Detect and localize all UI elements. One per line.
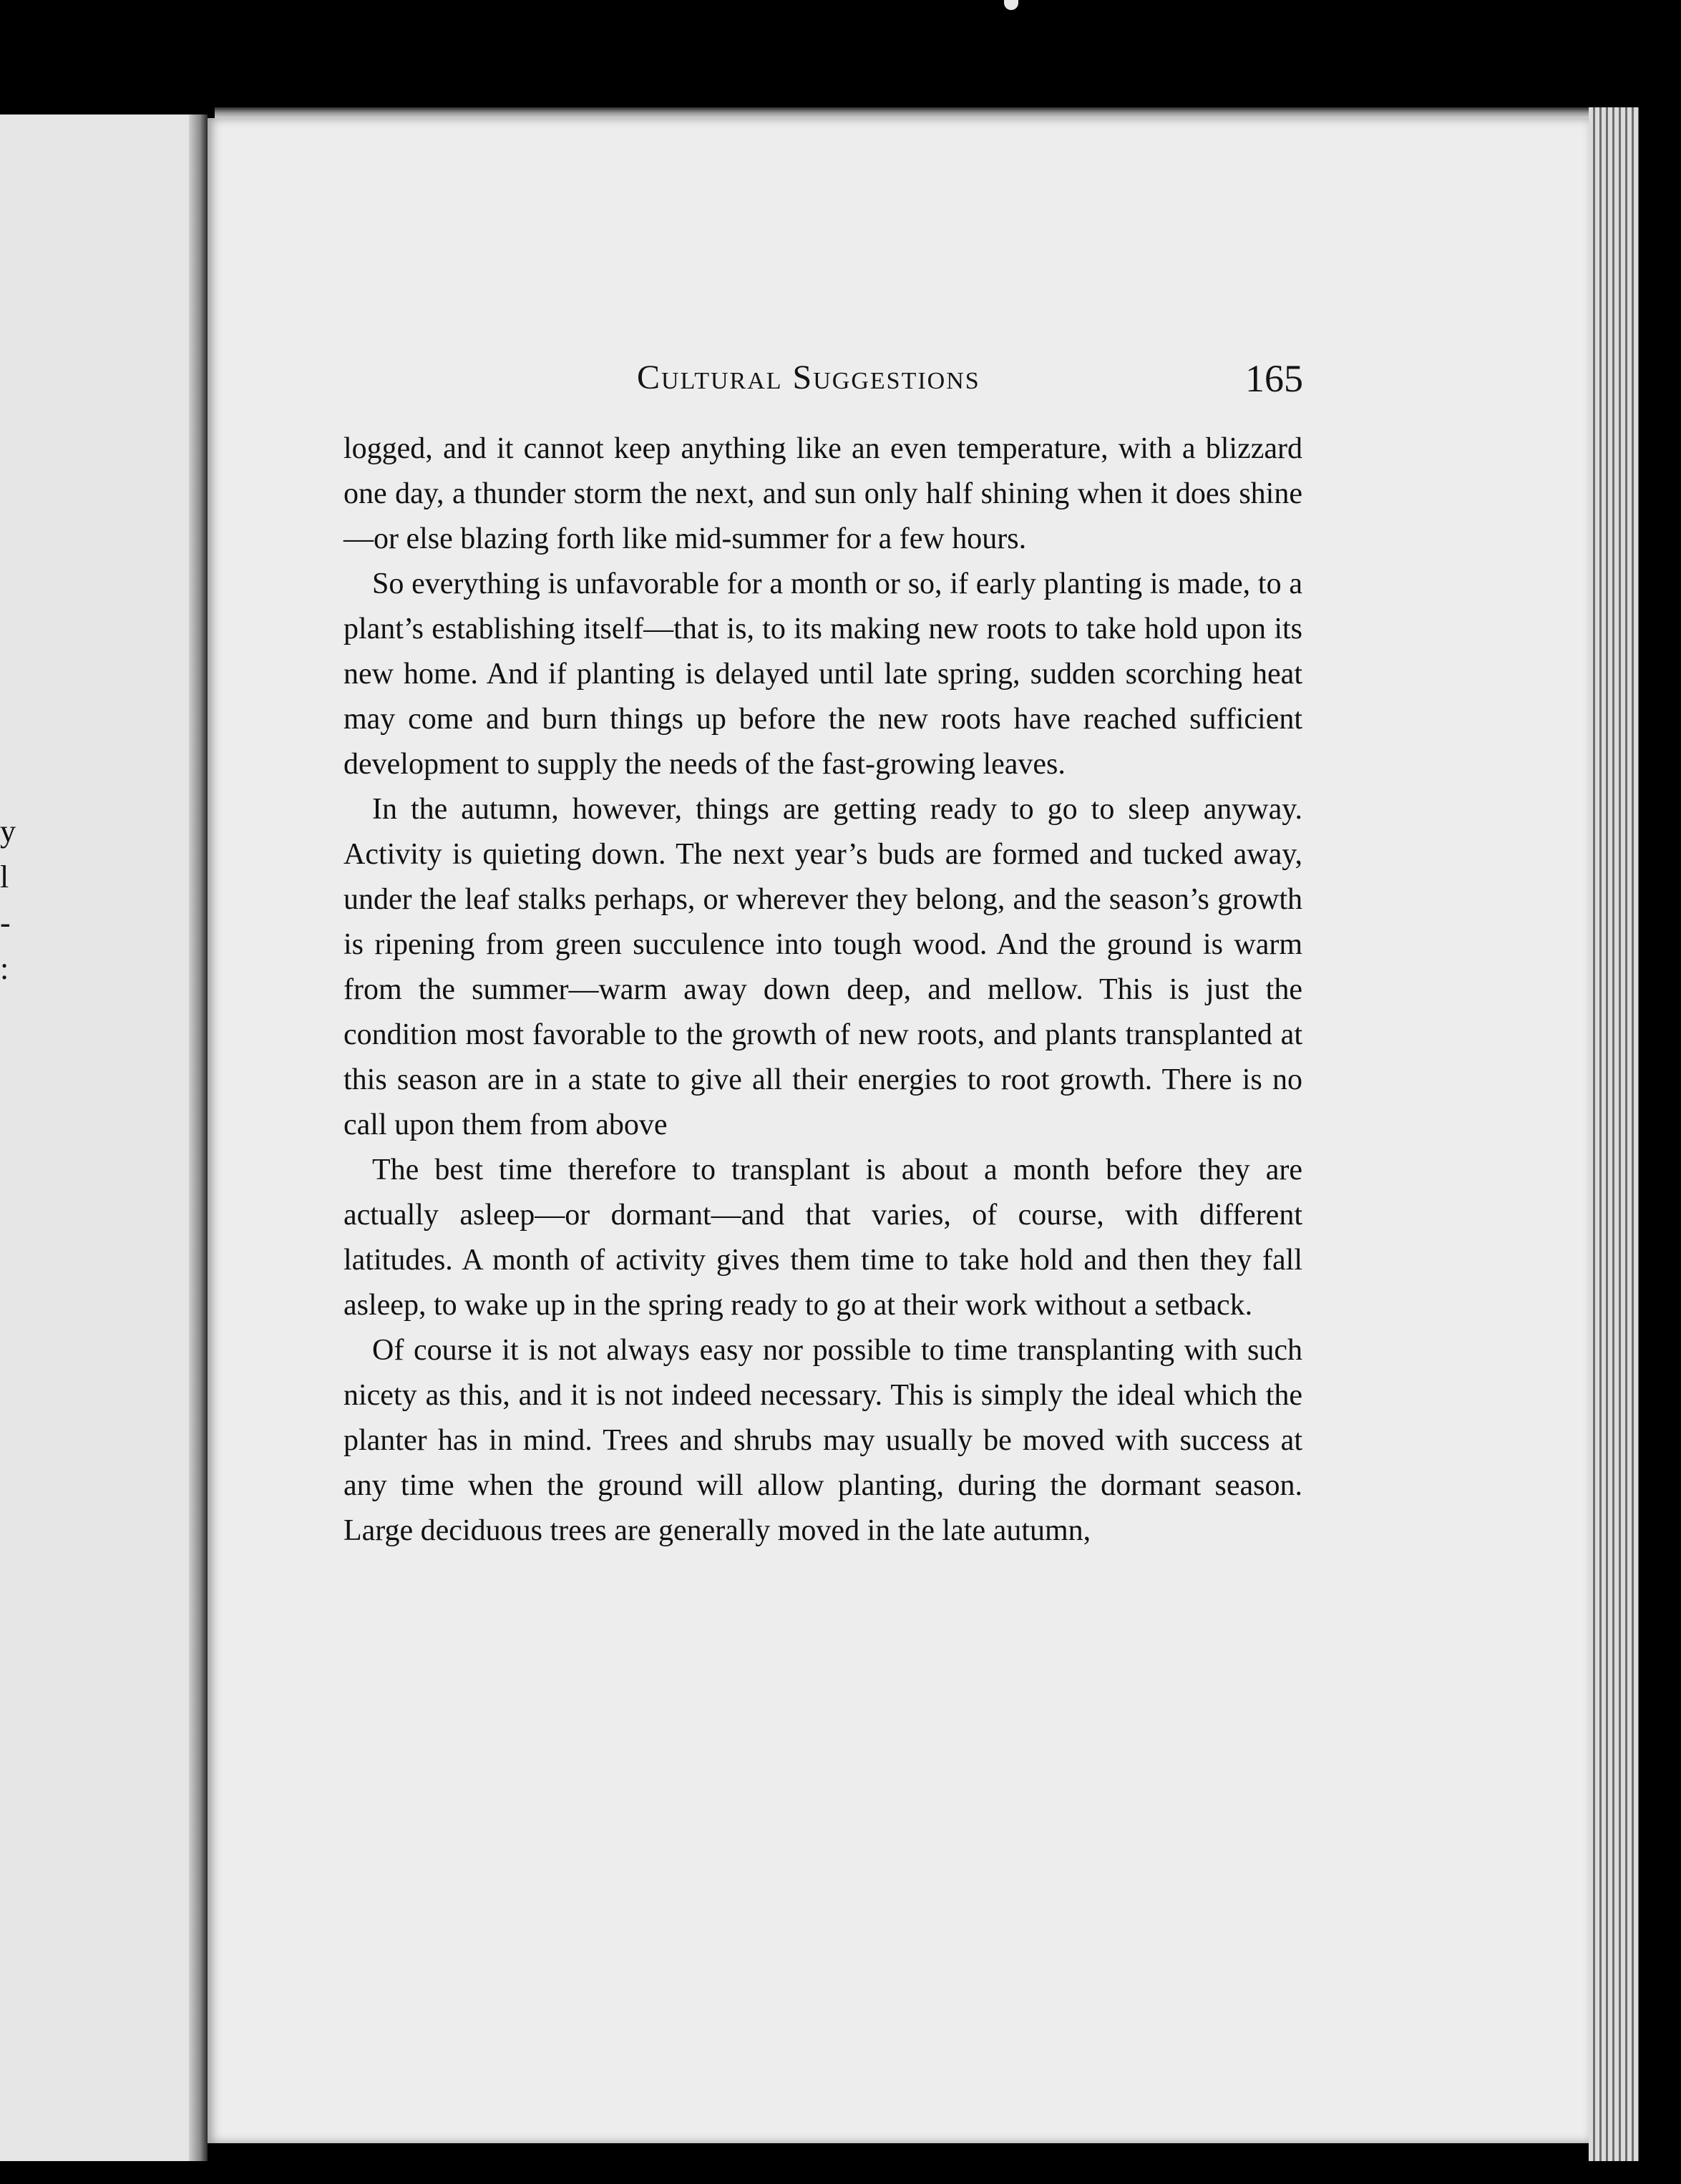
body-text (343, 426, 1302, 1554)
previous-page-text-fragments (0, 809, 17, 992)
page-stack-edge (1589, 107, 1639, 2161)
page-number: 165 (1245, 357, 1303, 400)
previous-page-fragment: y (0, 814, 16, 849)
running-head: Cultural Suggestions (637, 359, 980, 396)
previous-page-fragment: : (0, 951, 9, 986)
scan-artifact (1004, 0, 1018, 10)
previous-page-fragment: - (0, 905, 11, 940)
previous-page-edge (0, 114, 208, 2161)
previous-page-fragment: l (0, 859, 9, 894)
gutter-shadow (189, 114, 208, 2161)
paragraph: So everything is unfavorable for a month or so, if early planting is made, to a plant’s establishing itself—that is, to its making new roots to take hold upon its new home. And if planting is delayed until late spring, sudden scorching heat may come and burn things up before the new roots have reached sufficient development to supply the needs of the fast-growing leaves. (343, 567, 1302, 781)
paragraph: The best time therefore to transplant is about a month before they are actually asleep—or dormant—and that varies, of course, with different latitudes. A month of activity gives them time to take hold and then they fall asleep, to wake up in the spring ready to go at their work without a setback. (343, 1154, 1302, 1322)
page-top-edge (215, 107, 1639, 119)
paragraph: In the autumn, however, things are getting ready to go to sleep anyway. Activity is quieting down. The next year’s buds are formed and tucked away, under the leaf stalks perhaps, or wherever they belong, and the season’s growth is ripening from green succulence into tough wood. And the ground is warm from the summer—warm away down deep, and mellow. This is just the condition most favorable to the growth of new roots, and plants transplanted at this season are in a state to give all their energies to root growth. There is no call upon them from above (343, 793, 1302, 1141)
paragraph-continued: logged, and it cannot keep anything like an even temperature, with a blizzard one day, a thunder storm the next, and sun only half shining when it does shine—or else blazing forth like mid-summer for a few hours. (343, 432, 1302, 555)
paragraph: Of course it is not always easy nor possible to time transplanting with such nicety as this, and it is not indeed necessary. This is simply the ideal which the planter has in mind. Trees and shrubs may usually be moved with success at any time when the ground will allow planting, during the dormant season. Large deciduous trees are generally moved in the late autumn, (343, 1334, 1302, 1547)
